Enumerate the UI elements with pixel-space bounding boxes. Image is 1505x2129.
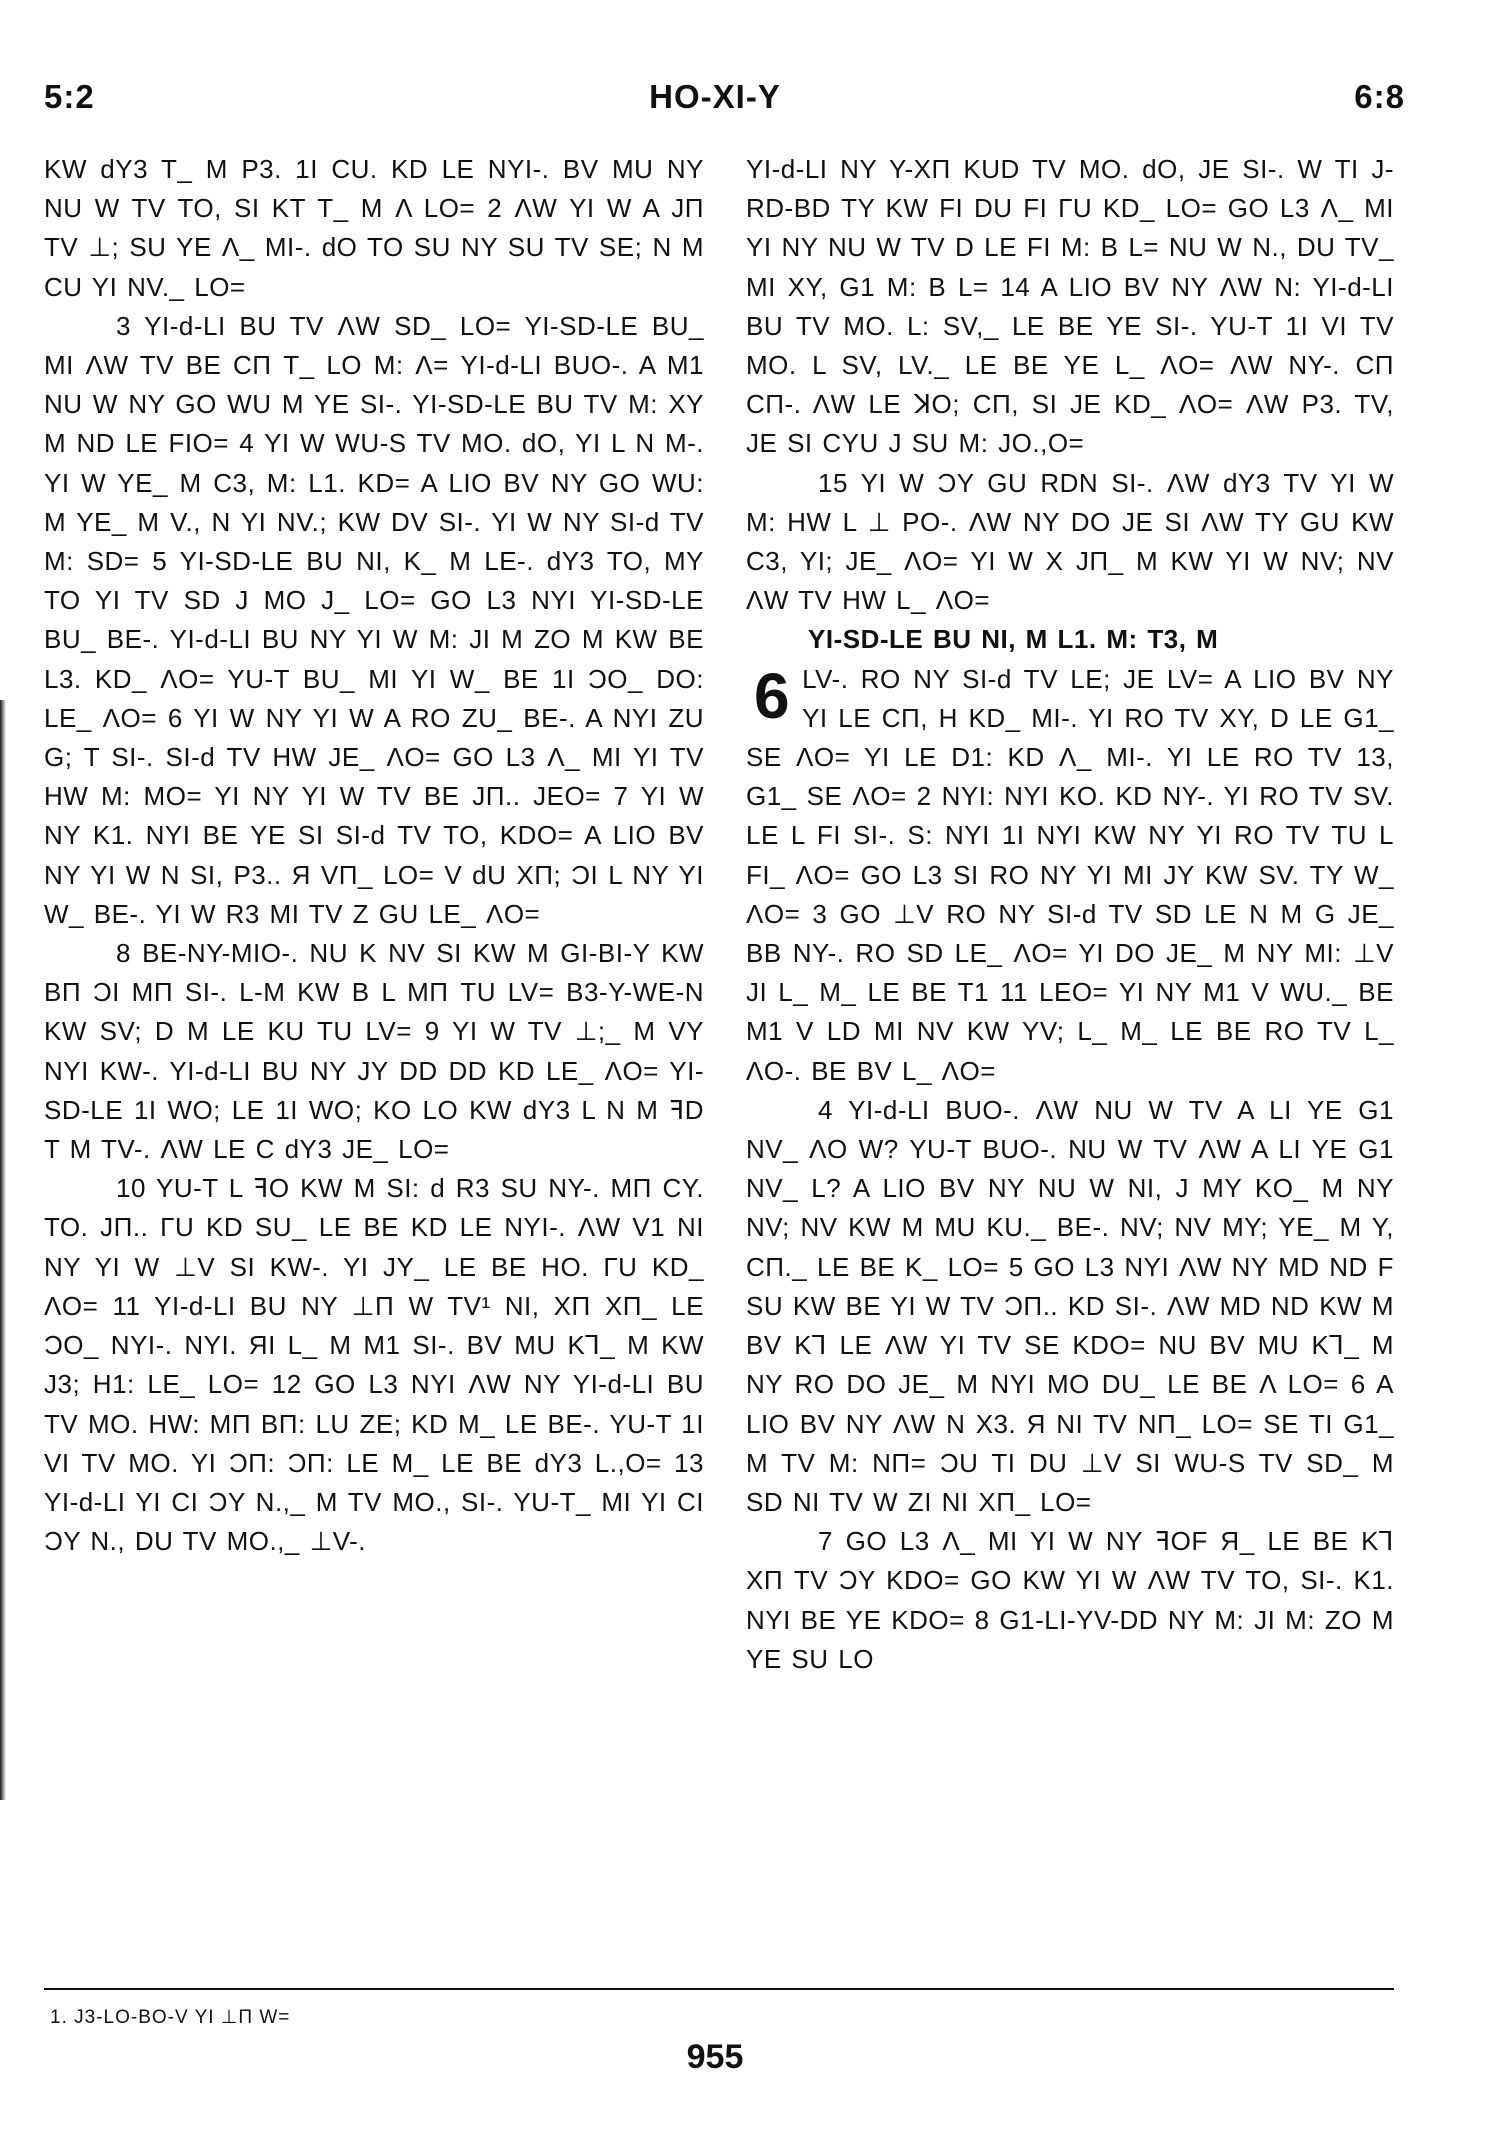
paragraph: 10 YU-T L ꟻO KW M SI: d R3 SU NY-. MΠ CY. TO. JΠ.. ΓU KD SU_ LE BE KD LE NYI-. ΛW V1 NI NY YI W ⊥V SI KW-. YI JY_ LE BE HO. ΓU KD_ ΛO= 11 YI-d-LI BU NY ⊥Π W TV¹ NI, XΠ XΠ_ LE ƆO_ NYI-. NYI. ЯI L_ M M1 SI-. BV MU K⅂_ M KW J3; H1: LE_ LO= 12 GO L3 NYI ΛW NY YI-d-LI BU TV MO. HW: MΠ BΠ: LU ZE; KD M_ LE BE-. YU-T 1I VI TV MO. YI ƆΠ: ƆΠ: LE M_ LE BE dY3 L.,O= 13 YI-d-LI YI CI ƆY N.,_ M TV MO., SI-. YU-T_ MI YI CI ƆY N., DU TV MO.,_ ⊥V-. [44,1173,704,1557]
paragraph: YI-d-LI NY Y-XΠ KUD TV MO. dO, JE SI-. W TI J-RD-BD TY KW FI DU FI ΓU KD_ LO= GO L3 Λ_ MI YI NY NU W TV D LE FI M: B L= NU W N., DU TV_ MI XY, G1 M: B L= 14 A LIO BV NY ΛW N: YI-d-LI BU TV MO. L: SV,_ LE BE YE SI-. YU-T 1I VI TV MO. L SV, LV._ LE BE YE L_ ΛO= ΛW NY-. CΠ CΠ-. ΛW LE ꓘO; CΠ, SI JE KD_ ΛO= ΛW P3. TV, JE SI CYU J SU M: JO.,O= [746,154,1394,459]
paragraph: 8 BE-NY-MIO-. NU K NV SI KW M GI-BI-Y KW BΠ ƆI MΠ SI-. L-M KW B L MΠ TU LV= B3-Y-WE-N KW SV; D M LE KU TU LV= 9 YI W TV ⊥;_ M VY NYI KW-. YI-d-LI BU NY JY DD DD KD LE_ ΛO= YI-SD-LE 1I WO; LE 1I WO; KO LO KW dY3 L N M ꟻD T M TV-. ΛW LE C dY3 JE_ LO= [44,938,704,1165]
right-column [746,150,1394,1980]
page-number: 955 [686,2038,744,2076]
header-left-reference: 5:2 [44,78,95,115]
paragraph: 15 YI W ƆY GU RDN SI-. ΛW dY3 TV YI W M: HW L ⊥ PO-. ΛW NY DO JE SI ΛW TY GU KW C3, YI; JE_ ΛO= YI W X JΠ_ M KW YI W NV; NV ΛW TV HW L_ ΛO= [746,467,1394,616]
chapter-number: 6 [754,659,791,732]
chapter-opening-paragraph [746,660,1394,1091]
paragraph: 4 YI-d-LI BUO-. ΛW NU W TV A LI YE G1 NV_ ΛO W? YU-T BUO-. NU W TV ΛW A LI YE G1 NV_ L? A LIO BV NY NU W NI, J MY KO_ M NY NV; NV KW M MU KU._ BE-. NV; NV MY; YE_ M Y, CΠ._ LE BE K_ LO= 5 GO L3 NYI ΛW NY MD ND F SU KW BE YI W TV ƆΠ.. KD SI-. ΛW MD ND KW M BV K⅂ LE ΛW YI TV SE KDO= NU BV MU K⅂_ M NY RO DO JE_ M NYI MO DU_ LE BE Λ LO= 6 A LIO BV NY ΛW N X3. Я NI TV NΠ_ LO= SE TI G1_ M TV M: NΠ= ƆU TI DU ⊥V SI WU-S TV SD_ M SD NI TV W ZI NI XΠ_ LO= [746,1094,1394,1517]
paragraph: 3 YI-d-LI BU TV ΛW SD_ LO= YI-SD-LE BU_ MI ΛW TV BE CΠ T_ LO M: Λ= YI-d-LI BUO-. A M1 NU W NY GO WU M YE SI-. YI-SD-LE BU TV M: XY M ND LE FIO= 4 YI W WU-S TV MO. dO, YI L N M-. YI W YE_ M C3, M: L1. KD= A LIO BV NY GO WU: M YE_ M V., N YI NV.; KW DV SI-. YI W NY SI-d TV M: SD= 5 YI-SD-LE BU NI, K_ M LE-. dY3 TO, MY TO YI TV SD J MO J_ LO= GO L3 NYI YI-SD-LE BU_ BE-. YI-d-LI BU NY YI W M: JI M ZO M KW BE L3. KD_ ΛO= YU-T BU_ MI YI W_ BE 1I ƆO_ DO: LE_ ΛO= 6 YI W NY YI W A RO ZU_ BE-. A NYI ZU G; T SI-. SI-d TV HW JE_ ΛO= GO L3 Λ_ MI YI TV HW M: MO= YI NY YI W TV BE JΠ.. JEO= 7 YI W NY K1. NYI BE YE SI SI-d TV TO, KDO= A LIO BV NY YI W N SI, P3.. Я VΠ_ LO= V dU XΠ; ƆI L NY YI W_ BE-. YI W R3 MI TV Z GU LE_ ΛO= [44,310,704,929]
page-edge-shadow [0,700,6,1800]
paragraph: 7 GO L3 Λ_ MI YI W NY ꟻOF Я_ LE BE K⅂ XΠ TV ƆY KDO= GO KW YI W ΛW TV TO, SI-. K1. NYI BE YE KDO= 8 G1-LI-YV-DD NY M: JI M: ZO M YE SU LO [746,1526,1394,1674]
footnote-divider [44,1988,1394,1990]
paragraph: KW dY3 T_ M P3. 1I CU. KD LE NYI-. BV MU NY NU W TV TO, SI KT T_ M Λ LO= 2 ΛW YI W A JΠ TV ⊥; SU YE Λ_ MI-. dO TO SU NY SU TV SE; N M CU YI NV._ LO= [44,154,704,302]
chapter-heading: YI-SD-LE BU NI, M L1. M: T3, M [808,624,1219,655]
left-column [44,150,704,1980]
footnote: 1. J3-LO-BO-V YI ⊥Π W= [50,2007,291,2028]
header-right-reference: 6:8 [1354,78,1405,115]
paragraph-text: LV-. RO NY SI-d TV LE; JE LV= A LIO BV NY YI LE CΠ, H KD_ MI-. YI RO TV XY, D LE G1_ SE ΛO= YI LE D1: KD Λ_ MI-. YI LE RO TV 13, G1_ SE ΛO= 2 NYI: NYI KO. KD NY-. YI RO TV SV. LE L FI SI-. S: NYI 1I NYI KW NY YI RO TV TU L FI_ ΛO= GO L3 SI RO NY YI MI JY KW SV. TY W_ ΛO= 3 GO ⊥V RO NY SI-d TV SD LE N M G JE_ BB NY-. RO SD LE_ ΛO= YI DO JE_ M NY MI: ⊥V JI L_ M_ LE BE T1 11 LEO= YI NY M1 V WU._ BE M1 V LD MI NV KW YV; L_ M_ LE BE RO TV L_ ΛO-. BE BV L_ ΛO= [746,663,1394,1086]
running-header [0,78,1505,128]
header-book-title: HO-XI-Y [649,78,781,115]
